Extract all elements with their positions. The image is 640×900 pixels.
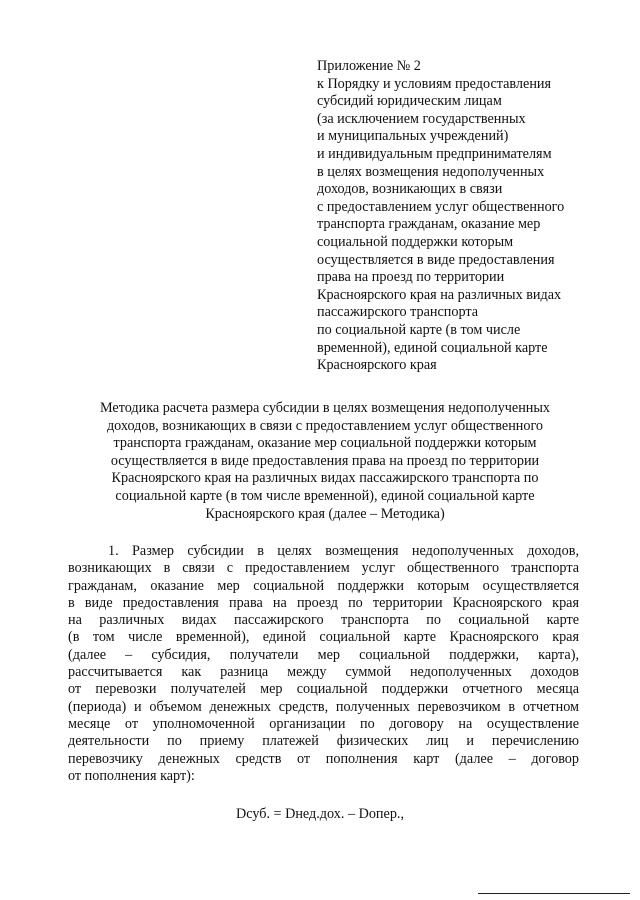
paragraph-line: гражданам, оказание мер социальной поддержки которым осуществляется (68, 577, 579, 594)
appendix-line: и муниципальных учреждений) (317, 128, 509, 145)
appendix-line: по социальной карте (в том числе (317, 321, 521, 338)
appendix-line: осуществляется в виде предоставления (317, 251, 555, 268)
paragraph-1 (68, 543, 579, 785)
appendix-line: транспорта гражданам, оказание мер (317, 216, 541, 233)
paragraph-line: от пополнения карт): (68, 767, 195, 784)
paragraph-line: (далее – субсидия, получатели мер социальной поддержки, карта), (68, 646, 579, 663)
appendix-line: в целях возмещения недополученных (317, 163, 545, 180)
appendix-line: субсидий юридическим лицам (317, 93, 502, 110)
appendix-line: Приложение № 2 (317, 58, 421, 74)
paragraph-line: (периода) и объемом денежных средств, полученных перевозчиком в отчетном (68, 698, 579, 715)
paragraph-line: перевозчику денежных средств от пополнения карт (далее – договор (68, 750, 579, 767)
appendix-line: к Порядку и условиям предоставления (317, 75, 552, 92)
appendix-line: доходов, возникающих в связи (317, 181, 503, 198)
paragraph-line: деятельности по приему платежей физических лиц и перечислению (68, 733, 579, 750)
paragraph-line: от перевозки получателей мер социальной поддержки отчетного месяца (68, 681, 579, 698)
paragraph-line: рассчитывается как разница между суммой недополученных доходов (68, 664, 579, 681)
appendix-line: (за исключением государственных (317, 110, 526, 127)
appendix-line: права на проезд по территории (317, 269, 505, 286)
title-line: доходов, возникающих в связи с предоставлением услуг общественного (106, 417, 544, 434)
methodology-title (60, 400, 590, 523)
title-line: социальной карте (в том числе временной), единой социальной карте (115, 487, 535, 504)
paragraph-line: 1. Размер субсидии в целях возмещения недополученных доходов, (108, 543, 579, 559)
appendix-line: социальной поддержки которым (317, 233, 514, 250)
appendix-line: пассажирского транспорта (317, 304, 479, 321)
paragraph-line: возникающих в связи с предоставлением услуг общественного транспорта (68, 560, 579, 577)
appendix-line: и индивидуальным предпринимателям (317, 145, 552, 162)
appendix-line: с предоставлением услуг общественного (317, 198, 565, 215)
paragraph-line: в виде предоставления права на проезд по территории Красноярского края (68, 594, 579, 611)
title-line: Методика расчета размера субсидии в целях возмещения недополученных (99, 400, 551, 416)
paragraph-line: месяце от уполномоченной организации по договору на осуществление (68, 715, 579, 732)
paragraph-line: на различных видах пассажирского транспорта по социальной карте (68, 612, 579, 629)
appendix-line: Красноярского края на различных видах (317, 286, 562, 303)
title-line: Красноярского края (далее – Методика) (205, 505, 445, 522)
title-line: транспорта гражданам, оказание мер социальной поддержки которым (113, 435, 537, 452)
paragraph-line: (в том числе временной), единой социальной карте Красноярского края (68, 629, 579, 646)
appendix-line: Красноярского края (317, 357, 437, 374)
subsidy-formula: Dсуб. = Dнед.дох. – Dопер., (235, 806, 405, 822)
appendix-header (317, 58, 617, 375)
title-line: Красноярского края на различных видах пассажирского транспорта по (111, 470, 539, 487)
footer-divider (478, 893, 630, 894)
title-line: осуществляется в виде предоставления права на проезд по территории (110, 452, 540, 469)
appendix-line: временной), единой социальной карте (317, 339, 548, 356)
